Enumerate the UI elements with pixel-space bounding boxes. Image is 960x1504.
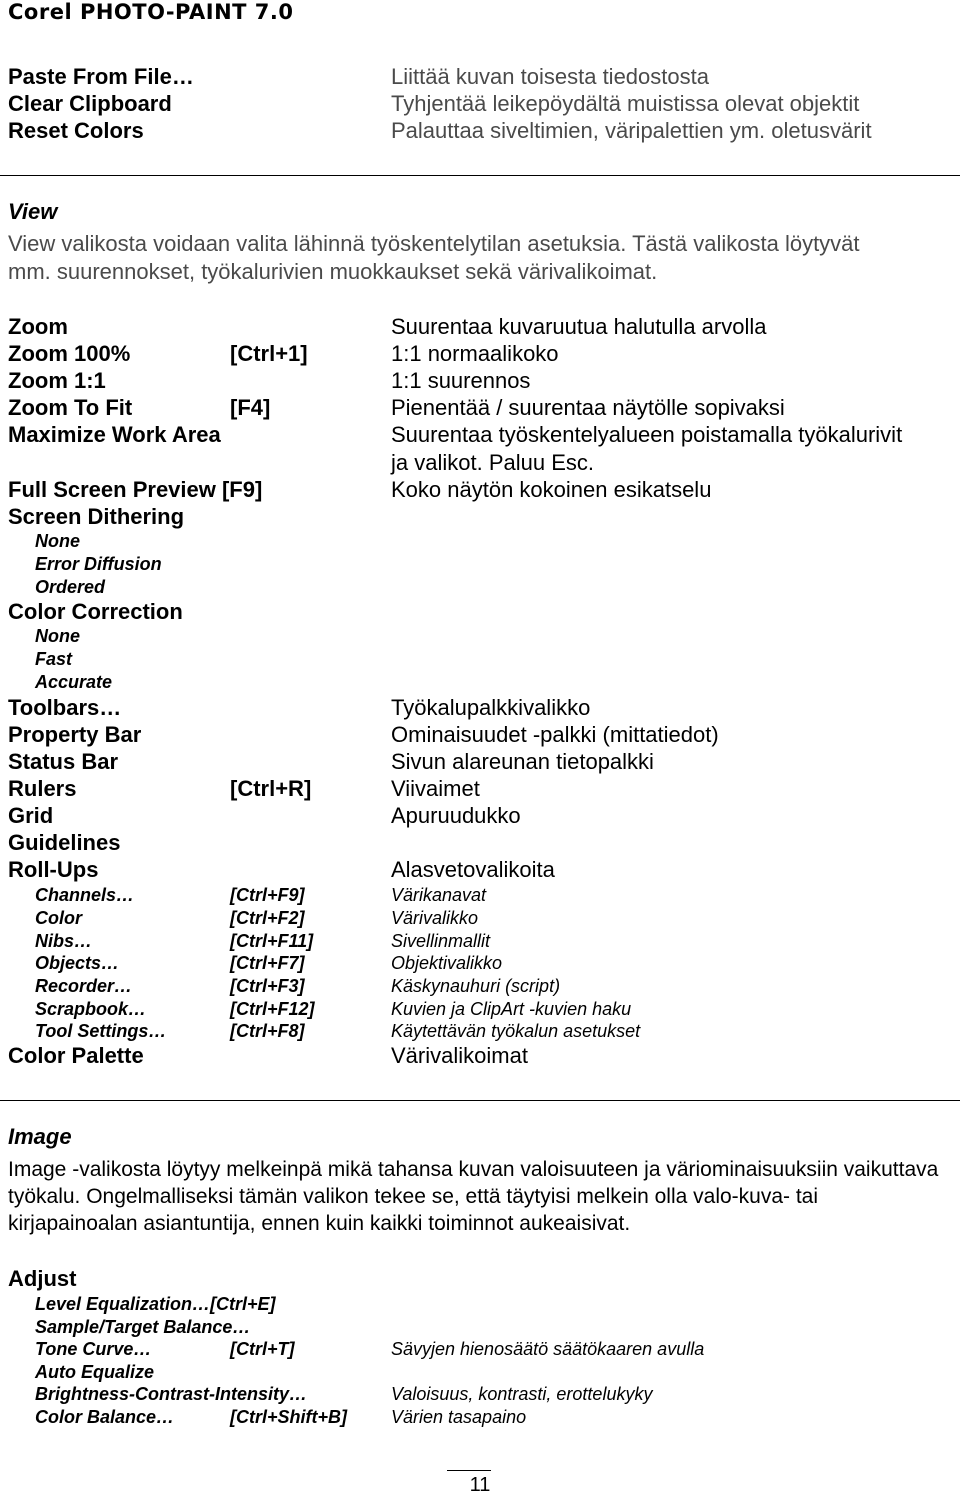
adjust-item-label: Tone Curve… <box>35 1339 152 1359</box>
rollup-item-desc: Objektivalikko <box>391 953 503 973</box>
rollup-item-label: Channels… <box>35 885 135 905</box>
menu-item-label: Paste From File… <box>8 64 194 89</box>
subsection-heading-adjust: Adjust <box>8 1266 77 1291</box>
rollup-item-label: Scrapbook… <box>35 999 147 1019</box>
adjust-item-desc: Värien tasapaino <box>391 1407 527 1427</box>
menu-item-desc: Ominaisuudet -palkki (mittatiedot) <box>391 722 719 747</box>
rollup-item-label: Color <box>35 908 82 928</box>
rollup-item-desc: Sivellinmallit <box>391 931 491 951</box>
menu-item-desc: ja valikot. Paluu Esc. <box>391 450 594 475</box>
section-heading-image: Image <box>8 1124 72 1149</box>
rollup-item-shortcut: [Ctrl+F11] <box>230 931 314 951</box>
menu-item-label: Zoom <box>8 314 68 339</box>
menu-item-label: Screen Dithering <box>8 504 185 529</box>
menu-item-label: Color Correction <box>8 599 183 624</box>
document-header: Corel PHOTO-PAINT 7.0 <box>8 0 294 24</box>
menu-item-label: Zoom To Fit <box>8 395 133 420</box>
menu-item-shortcut: [Ctrl+R] <box>230 776 312 801</box>
rollup-item-shortcut: [Ctrl+F3] <box>230 976 305 996</box>
menu-item-desc: Alasvetovalikoita <box>391 857 555 882</box>
rollup-item-shortcut: [Ctrl+F2] <box>230 908 305 928</box>
menu-item-desc: Palauttaa siveltimien, väripalettien ym. oletusvärit <box>391 118 872 143</box>
menu-item-label: Reset Colors <box>8 118 144 143</box>
page-number: 11 <box>469 1474 491 1496</box>
menu-item-desc: Värivalikoimat <box>391 1043 528 1068</box>
menu-item-desc: Tyhjentää leikepöydältä muistissa olevat objektit <box>391 91 860 116</box>
rollup-item-desc: Värivalikko <box>391 908 479 928</box>
menu-item-desc: 1:1 suurennos <box>391 368 531 393</box>
menu-item-label: Guidelines <box>8 830 121 855</box>
rollup-item-label: Nibs… <box>35 931 93 951</box>
adjust-item-label: Color Balance… <box>35 1407 175 1427</box>
rollup-item-desc: Värikanavat <box>391 885 487 905</box>
rollup-item-label: Recorder… <box>35 976 133 996</box>
rollup-item-desc: Käskynauhuri (script) <box>391 976 561 996</box>
submenu-item-label: None <box>35 626 80 646</box>
menu-item-shortcut: [Ctrl+1] <box>230 341 308 366</box>
submenu-item-label: Ordered <box>35 577 106 597</box>
rollup-item-shortcut: [Ctrl+F8] <box>230 1021 305 1041</box>
adjust-item-label: Level Equalization…[Ctrl+E] <box>35 1294 276 1314</box>
menu-item-desc: Pienentää / suurentaa näytölle sopivaksi <box>391 395 785 420</box>
page-number-rule <box>447 1470 491 1471</box>
menu-item-desc: Liittää kuvan toisesta tiedostosta <box>391 64 709 89</box>
menu-item-label: Toolbars… <box>8 695 122 720</box>
adjust-item-label: Sample/Target Balance… <box>35 1317 251 1337</box>
rollup-item-shortcut: [Ctrl+F7] <box>230 953 305 973</box>
menu-item-desc: Suurentaa kuvaruutua halutulla arvolla <box>391 314 767 339</box>
rollup-item-shortcut: [Ctrl+F9] <box>230 885 305 905</box>
adjust-item-label: Auto Equalize <box>35 1362 155 1382</box>
menu-item-label: Full Screen Preview [F9] <box>8 477 263 502</box>
adjust-item-desc: Sävyjen hienosäätö säätökaaren avulla <box>391 1339 705 1359</box>
adjust-item-desc: Valoisuus, kontrasti, erottelukyky <box>391 1384 653 1404</box>
menu-item-desc: Sivun alareunan tietopalkki <box>391 749 654 774</box>
menu-item-label: Maximize Work Area <box>8 422 221 447</box>
menu-item-desc: Apuruudukko <box>391 803 521 828</box>
menu-item-label: Zoom 1:1 <box>8 368 106 393</box>
menu-item-shortcut: [F4] <box>230 395 271 420</box>
menu-item-desc: 1:1 normaalikoko <box>391 341 559 366</box>
rollup-item-desc: Kuvien ja ClipArt -kuvien haku <box>391 999 632 1019</box>
menu-item-label: Roll-Ups <box>8 857 99 882</box>
rollup-item-shortcut: [Ctrl+F12] <box>230 999 315 1019</box>
adjust-item-shortcut: [Ctrl+T] <box>230 1339 295 1359</box>
rollup-item-label: Tool Settings… <box>35 1021 167 1041</box>
view-intro-line: mm. suurennokset, työkalurivien muokkaukset sekä värivalikoimat. <box>8 259 658 284</box>
rollup-item-desc: Käytettävän työkalun asetukset <box>391 1021 641 1041</box>
adjust-item-label: Brightness-Contrast-Intensity… <box>35 1384 308 1404</box>
view-intro-line: View valikosta voidaan valita lähinnä työskentelytilan asetuksia. Tästä valikosta löytyvät <box>8 231 860 256</box>
menu-item-desc: Suurentaa työskentelyalueen poistamalla työkalurivit <box>391 422 903 447</box>
submenu-item-label: Accurate <box>35 672 113 692</box>
section-heading-view: View <box>8 199 58 224</box>
section-divider <box>0 1100 960 1101</box>
menu-item-label: Grid <box>8 803 54 828</box>
menu-item-desc: Viivaimet <box>391 776 480 801</box>
rollup-item-label: Objects… <box>35 953 120 973</box>
adjust-item-shortcut: [Ctrl+Shift+B] <box>230 1407 347 1427</box>
menu-item-label: Color Palette <box>8 1043 144 1068</box>
image-paragraph: Image -valikosta löytyy melkeinpä mikä tahansa kuvan valoisuuteen ja väriominaisuuksiin vaikuttava työkalu. Ongelmalliseksi tämän valikon tekee se, että täytyisi melkein olla valo-kuva- tai kirjapainoalan asiantuntija, ennen kuin kaikki toiminnot aukeaisivat. <box>8 1158 939 1235</box>
submenu-item-label: Error Diffusion <box>35 554 162 574</box>
submenu-item-label: Fast <box>35 649 73 669</box>
menu-item-label: Status Bar <box>8 749 119 774</box>
menu-item-desc: Työkalupalkkivalikko <box>391 695 591 720</box>
menu-item-label: Rulers <box>8 776 77 801</box>
menu-item-label: Clear Clipboard <box>8 91 172 116</box>
menu-item-desc: Koko näytön kokoinen esikatselu <box>391 477 712 502</box>
menu-item-label: Zoom 100% <box>8 341 131 366</box>
submenu-item-label: None <box>35 531 80 551</box>
menu-item-label: Property Bar <box>8 722 142 747</box>
section-divider <box>0 175 960 176</box>
